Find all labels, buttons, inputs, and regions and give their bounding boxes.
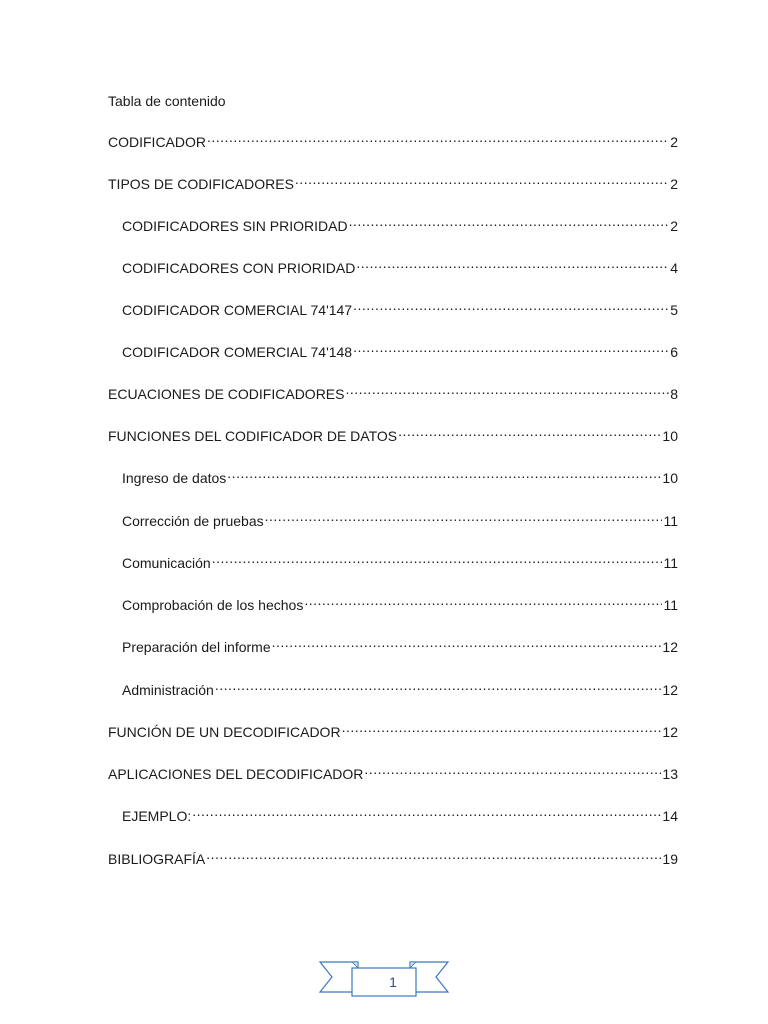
toc-entry-page: 12 [662,639,678,655]
toc-entry-page: 12 [662,682,678,698]
toc-title: Tabla de contenido [108,93,226,109]
toc-entry-label: EJEMPLO: [122,808,192,824]
toc-entry-page: 12 [662,724,678,740]
toc-entry-page: 19 [662,851,678,867]
toc-entry[interactable] [122,675,678,698]
toc-entry-label: Ingreso de datos [122,470,227,486]
dot-leader [227,463,661,483]
toc-entry-page: 11 [663,555,678,571]
toc-entry[interactable] [122,506,678,529]
dot-leader [272,632,662,652]
toc-entry[interactable] [108,379,678,402]
dot-leader [364,759,661,779]
toc-entry-label: BIBLIOGRAFÍA [108,851,206,867]
dot-leader [353,337,669,357]
toc-entry-label: Comunicación [122,555,211,571]
toc-entry-label: TIPOS DE CODIFICADORES [108,176,294,192]
toc-entry[interactable] [122,590,678,613]
toc-entry-page: 4 [670,260,678,276]
toc-entry[interactable] [108,759,678,782]
toc-entry-label: CODIFICADORES SIN PRIORIDAD [122,218,348,234]
toc-entry-label: CODIFICADORES CON PRIORIDAD [122,260,356,276]
toc-entry-label: Comprobación de los hechos [122,597,304,613]
toc-entry[interactable] [108,844,678,867]
toc-entry-page: 2 [670,134,678,150]
dot-leader [342,717,662,737]
toc-entry-label: APLICACIONES DEL DECODIFICADOR [108,766,364,782]
dot-leader [212,548,663,568]
dot-leader [356,253,669,273]
toc-entry[interactable] [122,211,678,234]
toc-entry[interactable] [122,295,678,318]
toc-entry-label: CODIFICADOR COMERCIAL 74'147 [122,302,353,318]
toc-entry[interactable] [108,169,678,192]
toc-entry-page: 2 [670,218,678,234]
toc-entry-page: 10 [662,428,678,444]
dot-leader [215,675,662,695]
dot-leader [345,379,669,399]
dot-leader [304,590,662,610]
toc-entry[interactable] [122,801,678,824]
toc-entry-page: 13 [662,766,678,782]
toc-entry-label: FUNCIONES DEL CODIFICADOR DE DATOS [108,428,398,444]
toc-entry[interactable] [108,127,678,150]
page-number: 1 [389,974,397,990]
toc-entry[interactable] [122,337,678,360]
dot-leader [207,127,669,147]
dot-leader [295,169,669,189]
toc-entry-label: Administración [122,682,214,698]
dot-leader [398,421,661,441]
toc-entry-label: ECUACIONES DE CODIFICADORES [108,386,345,402]
dot-leader [349,211,670,231]
toc-entry[interactable] [122,632,678,655]
dot-leader [192,801,661,821]
toc-entry-page: 11 [663,597,678,613]
toc-entry[interactable] [122,548,678,571]
toc-entry-label: CODIFICADOR COMERCIAL 74'148 [122,344,353,360]
toc-entry-page: 10 [662,470,678,486]
toc-entry-label: Corrección de pruebas [122,513,264,529]
toc-entry-page: 5 [670,302,678,318]
toc-entry-page: 8 [670,386,678,402]
toc-entry[interactable] [108,717,678,740]
dot-leader [206,844,661,864]
toc-entry-label: FUNCIÓN DE UN DECODIFICADOR [108,724,341,740]
toc-entry[interactable] [122,253,678,276]
dot-leader [265,506,663,526]
toc-entry-label: CODIFICADOR [108,134,206,150]
toc-entry-label: Preparación del informe [122,639,271,655]
toc-entry-page: 6 [670,344,678,360]
toc-entry-page: 14 [662,808,678,824]
toc-entry-page: 2 [670,176,678,192]
toc-entry[interactable] [108,421,678,444]
toc-entry-page: 11 [663,513,678,529]
dot-leader [353,295,669,315]
toc-entry[interactable] [122,463,678,486]
